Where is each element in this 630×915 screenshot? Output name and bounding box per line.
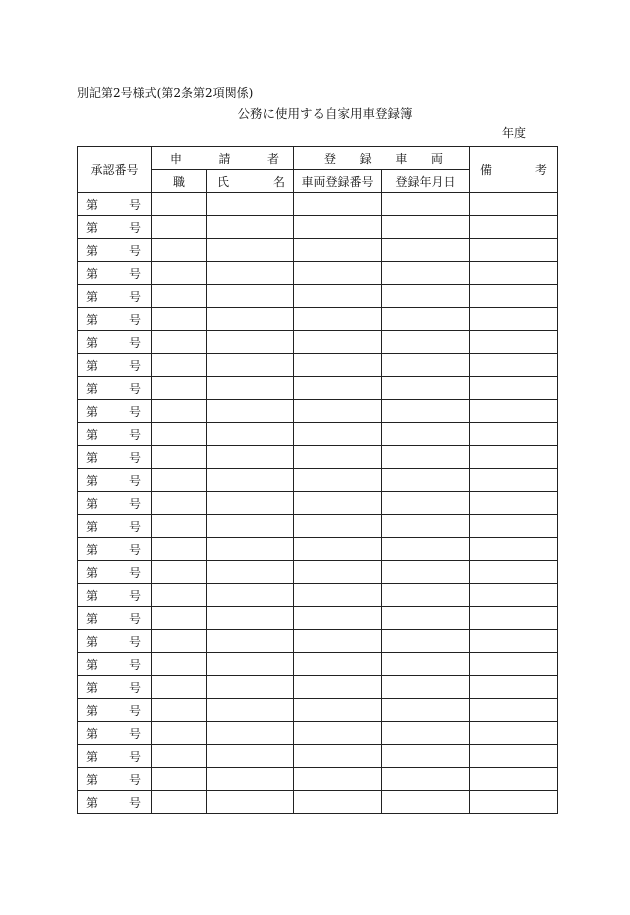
remarks-cell[interactable] xyxy=(470,515,558,538)
approval-number-cell xyxy=(78,239,152,262)
table-row xyxy=(78,768,558,791)
row-prefix: 第 xyxy=(86,565,99,580)
remarks-char-2: 考 xyxy=(535,163,548,177)
position-cell[interactable] xyxy=(152,423,207,446)
table-row xyxy=(78,492,558,515)
position-cell[interactable] xyxy=(152,239,207,262)
row-prefix: 第 xyxy=(86,634,99,649)
approval-number-cell xyxy=(78,676,152,699)
table-row xyxy=(78,630,558,653)
name-cell[interactable] xyxy=(207,561,294,584)
name-cell[interactable] xyxy=(207,193,294,216)
remarks-cell[interactable] xyxy=(470,538,558,561)
approval-number-cell xyxy=(78,538,152,561)
position-cell[interactable] xyxy=(152,354,207,377)
remarks-cell[interactable] xyxy=(470,262,558,285)
row-prefix: 第 xyxy=(86,588,99,603)
applicant-char-3: 者 xyxy=(267,151,280,166)
registration-date-cell[interactable] xyxy=(382,515,470,538)
table-row xyxy=(78,676,558,699)
registration-date-cell[interactable] xyxy=(382,745,470,768)
name-cell[interactable] xyxy=(207,676,294,699)
row-prefix: 第 xyxy=(86,749,99,764)
registration-date-cell[interactable] xyxy=(382,607,470,630)
document-title: 公務に使用する自家用車登録簿 xyxy=(237,106,413,121)
approval-number-cell xyxy=(78,423,152,446)
vehicle-reg-number-cell[interactable] xyxy=(294,354,382,377)
name-char-2: 名 xyxy=(273,174,286,189)
row-suffix: 号 xyxy=(128,358,141,373)
position-cell[interactable] xyxy=(152,193,207,216)
row-prefix: 第 xyxy=(86,381,99,396)
row-prefix: 第 xyxy=(86,312,99,327)
registration-date-cell[interactable] xyxy=(382,193,470,216)
vehicle-reg-number-cell[interactable] xyxy=(294,377,382,400)
table-row xyxy=(78,400,558,423)
table-row xyxy=(78,239,558,262)
approval-number-cell xyxy=(78,584,152,607)
row-prefix: 第 xyxy=(86,266,99,281)
row-prefix: 第 xyxy=(86,657,99,672)
row-suffix: 号 xyxy=(128,473,141,488)
name-cell[interactable] xyxy=(207,469,294,492)
position-cell[interactable] xyxy=(152,791,207,814)
row-prefix: 第 xyxy=(86,519,99,534)
registration-date-cell[interactable] xyxy=(382,377,470,400)
approval-number-cell xyxy=(78,745,152,768)
position-cell[interactable] xyxy=(152,607,207,630)
approval-number-cell xyxy=(78,492,152,515)
name-cell[interactable] xyxy=(207,216,294,239)
table-row xyxy=(78,584,558,607)
name-cell[interactable] xyxy=(207,791,294,814)
position-cell[interactable] xyxy=(152,515,207,538)
registration-date-cell[interactable] xyxy=(382,584,470,607)
remarks-header xyxy=(470,147,558,193)
remarks-cell[interactable] xyxy=(470,561,558,584)
table-row xyxy=(78,469,558,492)
row-prefix: 第 xyxy=(86,427,99,442)
row-prefix: 第 xyxy=(86,611,99,626)
row-suffix: 号 xyxy=(128,772,141,787)
table-row xyxy=(78,423,558,446)
form-reference: 別記第2号様式(第2条第2項関係) xyxy=(77,86,254,100)
approval-number-cell xyxy=(78,446,152,469)
name-cell[interactable] xyxy=(207,492,294,515)
row-suffix: 号 xyxy=(128,588,141,603)
row-suffix: 号 xyxy=(128,703,141,718)
registration-date-cell[interactable] xyxy=(382,722,470,745)
remarks-cell[interactable] xyxy=(470,745,558,768)
name-cell[interactable] xyxy=(207,354,294,377)
name-cell[interactable] xyxy=(207,653,294,676)
vehicle-reg-number-cell[interactable] xyxy=(294,492,382,515)
approval-number-cell xyxy=(78,285,152,308)
position-cell[interactable] xyxy=(152,745,207,768)
approval-number-cell xyxy=(78,768,152,791)
approval-number-cell xyxy=(78,561,152,584)
name-cell[interactable] xyxy=(207,607,294,630)
table-row xyxy=(78,745,558,768)
row-suffix: 号 xyxy=(128,427,141,442)
table-row xyxy=(78,722,558,745)
vehicle-reg-number-cell[interactable] xyxy=(294,561,382,584)
remarks-cell[interactable] xyxy=(470,331,558,354)
name-cell[interactable] xyxy=(207,515,294,538)
table-row xyxy=(78,653,558,676)
registration-date-cell[interactable] xyxy=(382,331,470,354)
remarks-cell[interactable] xyxy=(470,400,558,423)
name-cell[interactable] xyxy=(207,630,294,653)
position-cell[interactable] xyxy=(152,676,207,699)
remarks-char-1: 備 xyxy=(480,163,493,177)
remarks-cell[interactable] xyxy=(470,446,558,469)
remarks-cell[interactable] xyxy=(470,676,558,699)
vehicle-reg-number-cell[interactable] xyxy=(294,630,382,653)
name-cell[interactable] xyxy=(207,768,294,791)
row-suffix: 号 xyxy=(128,381,141,396)
remarks-cell[interactable] xyxy=(470,722,558,745)
registration-date-cell[interactable] xyxy=(382,285,470,308)
row-suffix: 号 xyxy=(128,519,141,534)
registration-date-cell[interactable] xyxy=(382,768,470,791)
approval-number-cell xyxy=(78,262,152,285)
approval-number-cell xyxy=(78,630,152,653)
remarks-cell[interactable] xyxy=(470,492,558,515)
position-cell[interactable] xyxy=(152,400,207,423)
row-prefix: 第 xyxy=(86,680,99,695)
table-row xyxy=(78,515,558,538)
name-cell[interactable] xyxy=(207,722,294,745)
remarks-cell[interactable] xyxy=(470,630,558,653)
registration-date-cell[interactable] xyxy=(382,538,470,561)
vehicle-reg-number-cell[interactable] xyxy=(294,239,382,262)
registration-date-cell[interactable] xyxy=(382,239,470,262)
remarks-cell[interactable] xyxy=(470,469,558,492)
approval-number-cell xyxy=(78,331,152,354)
row-prefix: 第 xyxy=(86,726,99,741)
remarks-cell[interactable] xyxy=(470,607,558,630)
approval-number-cell xyxy=(78,400,152,423)
approval-number-cell xyxy=(78,515,152,538)
vehicle-reg-number-cell[interactable] xyxy=(294,722,382,745)
remarks-cell[interactable] xyxy=(470,239,558,262)
row-prefix: 第 xyxy=(86,795,99,810)
table-row xyxy=(78,377,558,400)
table-row xyxy=(78,193,558,216)
row-prefix: 第 xyxy=(86,335,99,350)
vehicle-reg-number-header: 車両登録番号 xyxy=(294,170,382,193)
table-row xyxy=(78,607,558,630)
vehicle-reg-number-cell[interactable] xyxy=(294,745,382,768)
vehicle-reg-number-cell[interactable] xyxy=(294,193,382,216)
row-prefix: 第 xyxy=(86,473,99,488)
remarks-cell[interactable] xyxy=(470,423,558,446)
remarks-cell[interactable] xyxy=(470,653,558,676)
name-char-1: 氏 xyxy=(217,174,230,189)
vehicle-reg-number-cell[interactable] xyxy=(294,423,382,446)
table-row xyxy=(78,308,558,331)
table-row xyxy=(78,285,558,308)
approval-number-cell xyxy=(78,193,152,216)
row-suffix: 号 xyxy=(128,657,141,672)
registration-date-cell[interactable] xyxy=(382,354,470,377)
name-cell[interactable] xyxy=(207,239,294,262)
approval-number-cell xyxy=(78,607,152,630)
row-prefix: 第 xyxy=(86,404,99,419)
row-suffix: 号 xyxy=(128,312,141,327)
table-row xyxy=(78,446,558,469)
row-suffix: 号 xyxy=(128,680,141,695)
position-cell[interactable] xyxy=(152,446,207,469)
registration-date-cell[interactable] xyxy=(382,446,470,469)
vehicle-reg-number-cell[interactable] xyxy=(294,699,382,722)
table-row xyxy=(78,791,558,814)
registration-date-cell[interactable] xyxy=(382,216,470,239)
approval-number-header: 承認番号 xyxy=(78,147,152,193)
table-row xyxy=(78,538,558,561)
approval-number-cell xyxy=(78,722,152,745)
vehicle-char-2: 録 xyxy=(359,151,372,166)
table-row xyxy=(78,331,558,354)
position-cell[interactable] xyxy=(152,538,207,561)
row-suffix: 号 xyxy=(128,749,141,764)
position-cell[interactable] xyxy=(152,331,207,354)
registration-date-cell[interactable] xyxy=(382,492,470,515)
row-prefix: 第 xyxy=(86,450,99,465)
position-cell[interactable] xyxy=(152,630,207,653)
name-cell[interactable] xyxy=(207,308,294,331)
registration-date-cell[interactable] xyxy=(382,262,470,285)
remarks-cell[interactable] xyxy=(470,216,558,239)
row-suffix: 号 xyxy=(128,450,141,465)
position-cell[interactable] xyxy=(152,699,207,722)
registered-vehicle-header xyxy=(294,147,470,170)
vehicle-reg-number-cell[interactable] xyxy=(294,262,382,285)
position-cell[interactable] xyxy=(152,308,207,331)
table-body xyxy=(78,193,558,814)
approval-number-cell xyxy=(78,354,152,377)
vehicle-reg-number-cell[interactable] xyxy=(294,285,382,308)
vehicle-reg-number-cell[interactable] xyxy=(294,308,382,331)
remarks-cell[interactable] xyxy=(470,193,558,216)
remarks-cell[interactable] xyxy=(470,308,558,331)
registration-date-cell[interactable] xyxy=(382,561,470,584)
registration-date-header: 登録年月日 xyxy=(382,170,470,193)
registration-date-cell[interactable] xyxy=(382,308,470,331)
row-suffix: 号 xyxy=(128,795,141,810)
registration-table xyxy=(77,146,558,814)
row-prefix: 第 xyxy=(86,243,99,258)
vehicle-reg-number-cell[interactable] xyxy=(294,538,382,561)
row-suffix: 号 xyxy=(128,289,141,304)
position-header: 職 xyxy=(152,170,207,193)
row-suffix: 号 xyxy=(128,496,141,511)
name-cell[interactable] xyxy=(207,331,294,354)
row-suffix: 号 xyxy=(128,565,141,580)
registration-date-cell[interactable] xyxy=(382,653,470,676)
row-prefix: 第 xyxy=(86,772,99,787)
remarks-cell[interactable] xyxy=(470,377,558,400)
registration-date-cell[interactable] xyxy=(382,469,470,492)
table-row xyxy=(78,699,558,722)
table-row xyxy=(78,262,558,285)
position-cell[interactable] xyxy=(152,216,207,239)
approval-number-cell xyxy=(78,653,152,676)
registration-date-cell[interactable] xyxy=(382,630,470,653)
name-cell[interactable] xyxy=(207,285,294,308)
approval-number-cell xyxy=(78,699,152,722)
vehicle-reg-number-cell[interactable] xyxy=(294,469,382,492)
vehicle-reg-number-cell[interactable] xyxy=(294,584,382,607)
position-cell[interactable] xyxy=(152,285,207,308)
row-prefix: 第 xyxy=(86,220,99,235)
position-cell[interactable] xyxy=(152,653,207,676)
position-cell[interactable] xyxy=(152,377,207,400)
name-cell[interactable] xyxy=(207,400,294,423)
row-prefix: 第 xyxy=(86,197,99,212)
approval-number-cell xyxy=(78,377,152,400)
vehicle-char-4: 両 xyxy=(430,151,443,166)
row-suffix: 号 xyxy=(128,220,141,235)
row-prefix: 第 xyxy=(86,703,99,718)
row-prefix: 第 xyxy=(86,542,99,557)
vehicle-reg-number-cell[interactable] xyxy=(294,653,382,676)
position-cell[interactable] xyxy=(152,584,207,607)
row-suffix: 号 xyxy=(128,726,141,741)
position-cell[interactable] xyxy=(152,722,207,745)
table-row xyxy=(78,354,558,377)
applicant-char-2: 請 xyxy=(218,151,231,166)
row-suffix: 号 xyxy=(128,335,141,350)
row-suffix: 号 xyxy=(128,634,141,649)
row-suffix: 号 xyxy=(128,266,141,281)
registration-date-cell[interactable] xyxy=(382,400,470,423)
fiscal-year-label: 年度 xyxy=(502,126,527,140)
approval-number-cell xyxy=(78,308,152,331)
vehicle-reg-number-cell[interactable] xyxy=(294,515,382,538)
applicant-header xyxy=(152,147,294,170)
approval-number-cell xyxy=(78,469,152,492)
applicant-char-1: 申 xyxy=(170,151,183,166)
position-cell[interactable] xyxy=(152,561,207,584)
row-prefix: 第 xyxy=(86,496,99,511)
vehicle-reg-number-cell[interactable] xyxy=(294,791,382,814)
remarks-cell[interactable] xyxy=(470,584,558,607)
position-cell[interactable] xyxy=(152,262,207,285)
registration-date-cell[interactable] xyxy=(382,699,470,722)
table-row xyxy=(78,216,558,239)
name-header xyxy=(207,170,294,193)
registration-date-cell[interactable] xyxy=(382,423,470,446)
vehicle-reg-number-cell[interactable] xyxy=(294,676,382,699)
vehicle-reg-number-cell[interactable] xyxy=(294,446,382,469)
position-cell[interactable] xyxy=(152,469,207,492)
row-suffix: 号 xyxy=(128,404,141,419)
vehicle-reg-number-cell[interactable] xyxy=(294,331,382,354)
name-cell[interactable] xyxy=(207,745,294,768)
row-suffix: 号 xyxy=(128,243,141,258)
position-cell[interactable] xyxy=(152,492,207,515)
vehicle-char-1: 登 xyxy=(324,151,337,166)
row-suffix: 号 xyxy=(128,611,141,626)
remarks-cell[interactable] xyxy=(470,699,558,722)
row-suffix: 号 xyxy=(128,197,141,212)
name-cell[interactable] xyxy=(207,423,294,446)
position-cell[interactable] xyxy=(152,768,207,791)
name-cell[interactable] xyxy=(207,446,294,469)
name-cell[interactable] xyxy=(207,538,294,561)
approval-number-cell xyxy=(78,791,152,814)
vehicle-reg-number-cell[interactable] xyxy=(294,768,382,791)
row-prefix: 第 xyxy=(86,358,99,373)
row-suffix: 号 xyxy=(128,542,141,557)
remarks-cell[interactable] xyxy=(470,285,558,308)
remarks-cell[interactable] xyxy=(470,354,558,377)
vehicle-reg-number-cell[interactable] xyxy=(294,607,382,630)
vehicle-char-3: 車 xyxy=(395,151,408,166)
name-cell[interactable] xyxy=(207,699,294,722)
table-row xyxy=(78,561,558,584)
approval-number-cell xyxy=(78,216,152,239)
name-cell[interactable] xyxy=(207,262,294,285)
name-cell[interactable] xyxy=(207,377,294,400)
registration-date-cell[interactable] xyxy=(382,791,470,814)
vehicle-reg-number-cell[interactable] xyxy=(294,400,382,423)
registration-date-cell[interactable] xyxy=(382,676,470,699)
name-cell[interactable] xyxy=(207,584,294,607)
remarks-cell[interactable] xyxy=(470,791,558,814)
remarks-cell[interactable] xyxy=(470,768,558,791)
vehicle-reg-number-cell[interactable] xyxy=(294,216,382,239)
row-prefix: 第 xyxy=(86,289,99,304)
